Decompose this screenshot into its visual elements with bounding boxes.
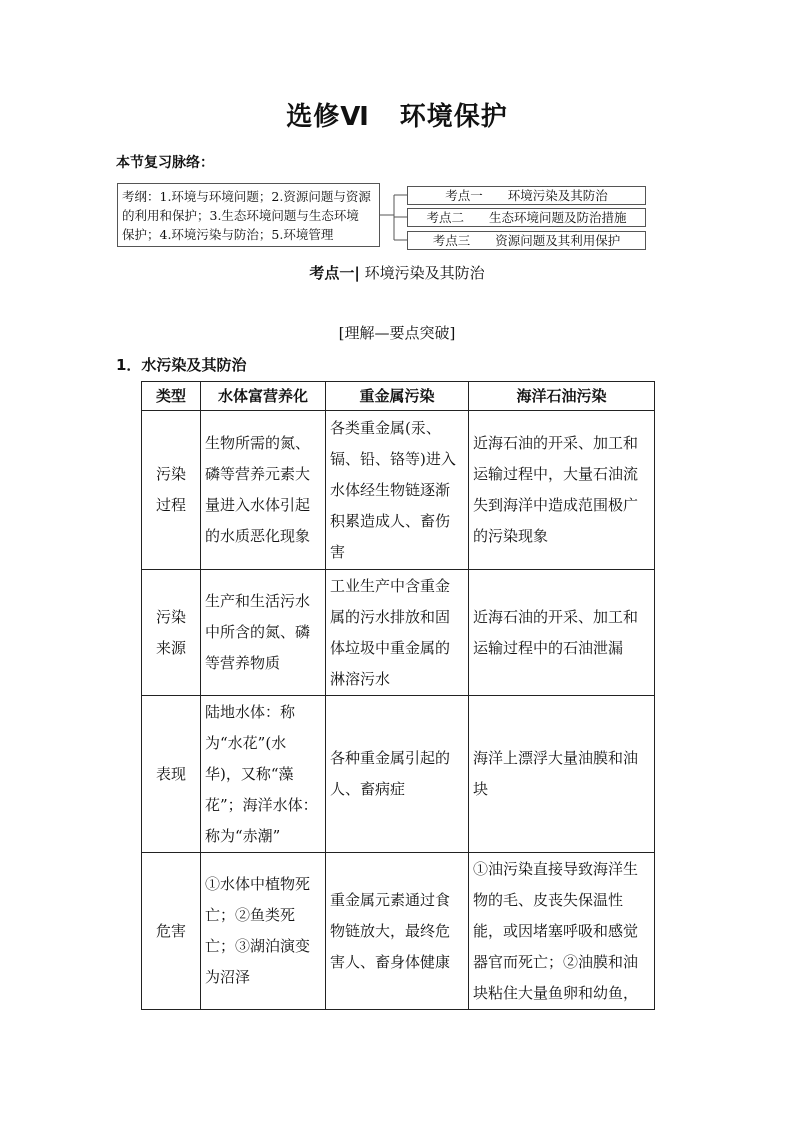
- row-header-cell: 危害: [142, 853, 201, 1010]
- table-cell: ①油污染直接导致海洋生物的毛、皮丧失保温性能，或因堵塞呼吸和感觉器官而死亡；②油膜和油块粘住大量鱼卵和幼鱼，: [469, 853, 655, 1010]
- page-title: [0, 96, 794, 133]
- page-title-part1: 选修Ⅵ: [286, 102, 370, 132]
- item-heading: 1．水污染及其防治: [116, 356, 247, 374]
- key-point-box-1: [407, 186, 646, 205]
- table-cell: 海洋上漂浮大量油膜和油块: [469, 696, 655, 853]
- key-point-label: 考点二: [426, 210, 464, 225]
- table-cell: 生物所需的氮、磷等营养元素大量进入水体引起的水质恶化现象: [201, 411, 326, 570]
- table-cell: 重金属元素通过食物链放大，最终危害人、畜身体健康: [326, 853, 469, 1010]
- table-header-row: [142, 382, 655, 411]
- table-header-cell: 重金属污染: [326, 382, 469, 411]
- table-row: [142, 696, 655, 853]
- table-header-cell: 水体富营养化: [201, 382, 326, 411]
- outline-connector: [380, 183, 410, 249]
- table-cell: 近海石油的开采、加工和运输过程中的石油泄漏: [469, 570, 655, 696]
- section-point-label: 考点一|: [309, 264, 360, 282]
- row-header-cell: 污染 来源: [142, 570, 201, 696]
- table-cell: 生产和生活污水中所含的氮、磷等营养物质: [201, 570, 326, 696]
- key-point-text: 生态环境问题及防治措施: [489, 210, 627, 225]
- key-point-text: 资源问题及其利用保护: [495, 233, 621, 248]
- table-header-cell: 类型: [142, 382, 201, 411]
- key-point-text: 环境污染及其防治: [507, 188, 608, 203]
- page-title-part2: 环境保护: [399, 102, 508, 132]
- section-heading: [0, 262, 794, 283]
- table-cell: 近海石油的开采、加工和运输过程中，大量石油流失到海洋中造成范围极广的污染现象: [469, 411, 655, 570]
- table-cell: 工业生产中含重金属的污水排放和固体垃圾中重金属的淋溶污水: [326, 570, 469, 696]
- table-cell: 各类重金属(汞、镉、铅、铬等)进入水体经生物链逐渐积累造成人、畜伤害: [326, 411, 469, 570]
- table-cell: ①水体中植物死亡；②鱼类死亡；③湖泊演变为沼泽: [201, 853, 326, 1010]
- syllabus-outline-box: 考纲：1.环境与环境问题；2.资源问题与资源 的利用和保护；3.生态环境问题与生态环境 保护；4.环境污染与防治；5.环境管理: [117, 183, 380, 247]
- key-point-label: 考点三: [432, 233, 471, 248]
- table-header-cell: 海洋石油污染: [469, 382, 655, 411]
- review-label: 本节复习脉络：: [116, 155, 214, 171]
- table-row: [142, 411, 655, 570]
- water-pollution-table: [141, 381, 655, 1010]
- key-point-box-3: [407, 231, 646, 250]
- row-header-cell: 表现: [142, 696, 201, 853]
- table-row: [142, 853, 655, 1010]
- key-point-box-2: [407, 208, 646, 227]
- section-title: 环境污染及其防治: [364, 264, 485, 282]
- key-point-label: 考点一: [445, 188, 483, 203]
- table-row: [142, 570, 655, 696]
- sub-heading: [理解—要点突破]: [338, 324, 456, 342]
- row-header-cell: 污染 过程: [142, 411, 201, 570]
- table-cell: 各种重金属引起的人、畜病症: [326, 696, 469, 853]
- table-cell: 陆地水体：称为“水花”(水华)，又称“藻花”；海洋水体：称为“赤潮”: [201, 696, 326, 853]
